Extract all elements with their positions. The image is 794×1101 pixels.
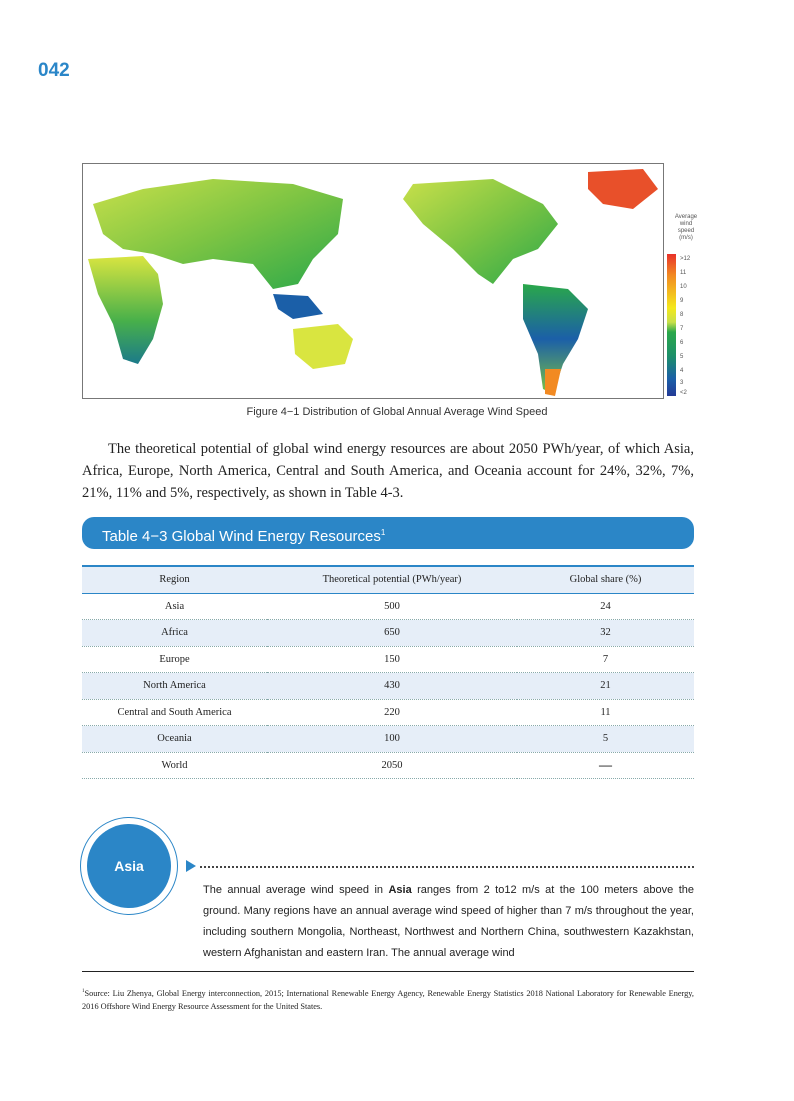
cell-share: 32 xyxy=(517,620,694,647)
legend-tick: 11 xyxy=(680,270,687,276)
table-row xyxy=(82,646,694,673)
table-row xyxy=(82,593,694,620)
section-label: Asia xyxy=(87,824,171,908)
footnote-text: Source: Liu Zhenya, Global Energy interconnection, 2015; International Renewable Energy Agency, Renewable Energy Statistics 2018 National Laboratory for Renewable Energy, 2016 Offshore Wind Energy Resource Assessment for the United States. xyxy=(82,988,694,1011)
map-legend xyxy=(662,214,710,400)
cell-region: Africa xyxy=(82,620,267,647)
figure-caption: Figure 4−1 Distribution of Global Annual Average Wind Speed xyxy=(246,406,548,418)
arrow-right-icon xyxy=(186,860,196,872)
cell-region: Central and South America xyxy=(82,699,267,726)
table-row xyxy=(82,726,694,753)
cell-potential: 220 xyxy=(267,699,517,726)
footnote-divider xyxy=(82,971,694,972)
header-cell: Theoretical potential (PWh/year) xyxy=(267,566,517,593)
table-title: Table 4−3 Global Wind Energy Resources xyxy=(102,528,381,545)
header-cell: Region xyxy=(82,566,267,593)
legend-tick: 6 xyxy=(680,340,684,346)
cell-share: 21 xyxy=(517,673,694,700)
cell-potential: 100 xyxy=(267,726,517,753)
legend-tick: 3 xyxy=(680,380,684,386)
cell-share: 24 xyxy=(517,593,694,620)
section-paragraph xyxy=(203,880,694,964)
footnote-ref: 1 xyxy=(380,528,386,537)
cell-share: 11 xyxy=(517,699,694,726)
text: ranges from 2 to12 m/s at the 100 meters above the ground. Many regions have an annual average wind speed of higher than 7 m/s throughout the year, including southern Mongolia, Northeast, Northwest and Northern China, southwestern Kazakhstan, western Afghanistan and eastern Iran. The annual average wind xyxy=(203,884,694,959)
legend-title: (m/s) xyxy=(679,235,693,241)
section-badge xyxy=(80,817,178,915)
text: The annual average wind speed in xyxy=(203,884,389,896)
table-row xyxy=(82,699,694,726)
footnote xyxy=(82,985,694,1013)
cell-share: 7 xyxy=(517,646,694,673)
legend-tick: 5 xyxy=(680,354,684,360)
table-row xyxy=(82,752,694,779)
bold-text: Asia xyxy=(388,884,412,896)
cell-region: Europe xyxy=(82,646,267,673)
legend-title: speed xyxy=(677,228,695,234)
dotted-divider xyxy=(200,866,694,868)
header-cell: Global share (%) xyxy=(517,566,694,593)
legend-color-bar xyxy=(667,254,676,396)
cell-region: Oceania xyxy=(82,726,267,753)
table-title-banner xyxy=(82,517,694,549)
cell-potential: 430 xyxy=(267,673,517,700)
legend-tick: 7 xyxy=(680,326,684,332)
legend-title: wind xyxy=(679,221,693,227)
world-map-image xyxy=(83,164,663,398)
cell-share: — xyxy=(517,752,694,779)
wind-resources-table xyxy=(82,565,694,779)
cell-share: 5 xyxy=(517,726,694,753)
legend-title: Average xyxy=(674,214,698,220)
cell-potential: 650 xyxy=(267,620,517,647)
legend-tick: 4 xyxy=(680,368,684,374)
cell-region: Asia xyxy=(82,593,267,620)
legend-tick: <2 xyxy=(680,390,687,396)
cell-potential: 150 xyxy=(267,646,517,673)
cell-region: North America xyxy=(82,673,267,700)
table-row xyxy=(82,620,694,647)
footnote-marker: 1 xyxy=(82,989,85,994)
legend-tick: 8 xyxy=(680,312,684,318)
wind-speed-map xyxy=(82,163,664,399)
legend-tick: 10 xyxy=(680,284,687,290)
page-number: 042 xyxy=(38,60,70,81)
cell-region: World xyxy=(82,752,267,779)
table-row xyxy=(82,673,694,700)
legend-tick: >12 xyxy=(680,256,691,262)
table-header-row xyxy=(82,566,694,593)
cell-potential: 500 xyxy=(267,593,517,620)
cell-potential: 2050 xyxy=(267,752,517,779)
legend-tick: 9 xyxy=(680,298,684,304)
body-paragraph: The theoretical potential of global wind energy resources are about 2050 PWh/year, of which Asia, Africa, Europe, North America, Central and South America, and Oceania account for 24%, 32%, 7%, 21%, 11% and 5%, respectively, as shown in Table 4-3. xyxy=(82,441,694,501)
